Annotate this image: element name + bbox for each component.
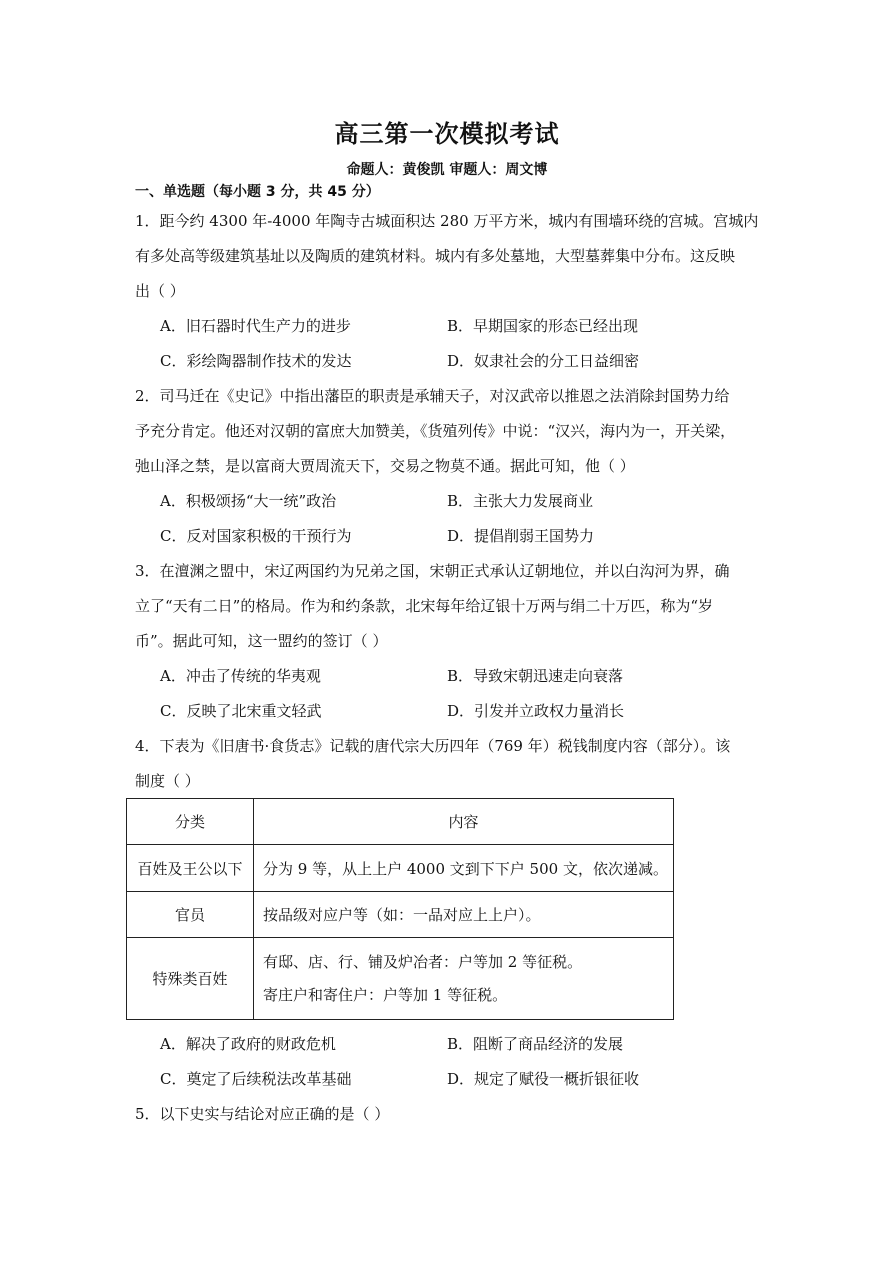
question-1-option-d[interactable]: D．奴隶社会的分工日益细密 <box>447 352 640 370</box>
table-cell-category: 特殊类百姓 <box>127 938 254 1020</box>
question-4-option-b[interactable]: B．阻断了商品经济的发展 <box>447 1035 624 1053</box>
question-3-option-c[interactable]: C．反映了北宋重文轻武 <box>160 702 322 720</box>
table-cell-category: 官员 <box>127 892 254 938</box>
question-2-line-2: 予充分肯定。他还对汉朝的富庶大加赞美，《货殖列传》中说：“汉兴，海内为一，开关梁， <box>135 422 736 440</box>
table-cell-content <box>254 938 674 1020</box>
table-header-content: 内容 <box>254 799 674 845</box>
question-1-line-2: 有多处高等级建筑基址以及陶质的建筑材料。城内有多处墓地，大型墓葬集中分布。这反映 <box>135 247 736 265</box>
question-4-line-1: 4．下表为《旧唐书·食货志》记载的唐代宗大历四年（769 年）税钱制度内容（部分）。该 <box>135 737 731 755</box>
table-header-category: 分类 <box>127 799 254 845</box>
table-row <box>127 845 674 892</box>
question-2-line-1: 2．司马迁在《史记》中指出藩臣的职责是承辅天子，对汉武帝以推恩之法消除封国势力给 <box>135 387 730 405</box>
question-1-line-1: 1．距今约 4300 年-4000 年陶寺古城面积达 280 万平方米，城内有围墙环绕的宫城。宫城内 <box>135 212 759 230</box>
table-cell-content-line-2: 寄庄户和寄住户：户等加 1 等征税。 <box>263 985 508 1004</box>
question-3-line-1: 3．在澶渊之盟中，宋辽两国约为兄弟之国，宋朝正式承认辽朝地位，并以白沟河为界，确 <box>135 562 730 580</box>
question-2-option-a[interactable]: A．积极颂扬“大一统”政治 <box>160 492 337 510</box>
question-3-line-3: 币”。据此可知，这一盟约的签订（ ） <box>135 632 388 650</box>
question-1-line-3: 出（ ） <box>135 282 185 300</box>
table-row <box>127 938 674 1020</box>
question-3-option-a[interactable]: A．冲击了传统的华夷观 <box>160 667 321 685</box>
table-cell-category: 百姓及王公以下 <box>127 845 254 892</box>
section-heading: 一、单选题（每小题 3 分，共 45 分） <box>135 184 380 200</box>
question-4-option-d[interactable]: D．规定了赋役一概折银征收 <box>447 1070 640 1088</box>
table-cell-content: 分为 9 等，从上上户 4000 文到下下户 500 文，依次递减。 <box>254 845 674 892</box>
table-cell-content-line-1: 有邸、店、行、铺及炉冶者：户等加 2 等征税。 <box>263 952 583 971</box>
question-1-option-b[interactable]: B．早期国家的形态已经出现 <box>447 317 639 335</box>
question-3-line-2: 立了“天有二日”的格局。作为和约条款，北宋每年给辽银十万两与绢二十万匹，称为“岁 <box>135 597 714 615</box>
table-header-row <box>127 799 674 845</box>
table-row <box>127 892 674 938</box>
page-title: 高三第一次模拟考试 <box>334 120 560 148</box>
question-4-option-c[interactable]: C．奠定了后续税法改革基础 <box>160 1070 352 1088</box>
question-3-option-b[interactable]: B．导致宋朝迅速走向衰落 <box>447 667 624 685</box>
question-1-option-c[interactable]: C．彩绘陶器制作技术的发达 <box>160 352 352 370</box>
question-4-line-2: 制度（ ） <box>135 772 200 790</box>
tax-table <box>126 798 674 1020</box>
question-2-option-d[interactable]: D．提倡削弱王国势力 <box>447 527 595 545</box>
question-1-option-a[interactable]: A．旧石器时代生产力的进步 <box>160 317 351 335</box>
question-5-line-1: 5．以下史实与结论对应正确的是（ ） <box>135 1105 390 1123</box>
question-2-option-b[interactable]: B．主张大力发展商业 <box>447 492 594 510</box>
authors-line: 命题人：黄俊凯 审题人：周文博 <box>346 162 548 178</box>
question-2-line-3: 弛山泽之禁，是以富商大贾周流天下，交易之物莫不通。据此可知，他（ ） <box>135 457 635 475</box>
question-2-option-c[interactable]: C．反对国家积极的干预行为 <box>160 527 352 545</box>
table-cell-content: 按品级对应户等（如：一品对应上上户）。 <box>254 892 674 938</box>
question-3-option-d[interactable]: D．引发并立政权力量消长 <box>447 702 625 720</box>
question-4-option-a[interactable]: A．解决了政府的财政危机 <box>160 1035 336 1053</box>
